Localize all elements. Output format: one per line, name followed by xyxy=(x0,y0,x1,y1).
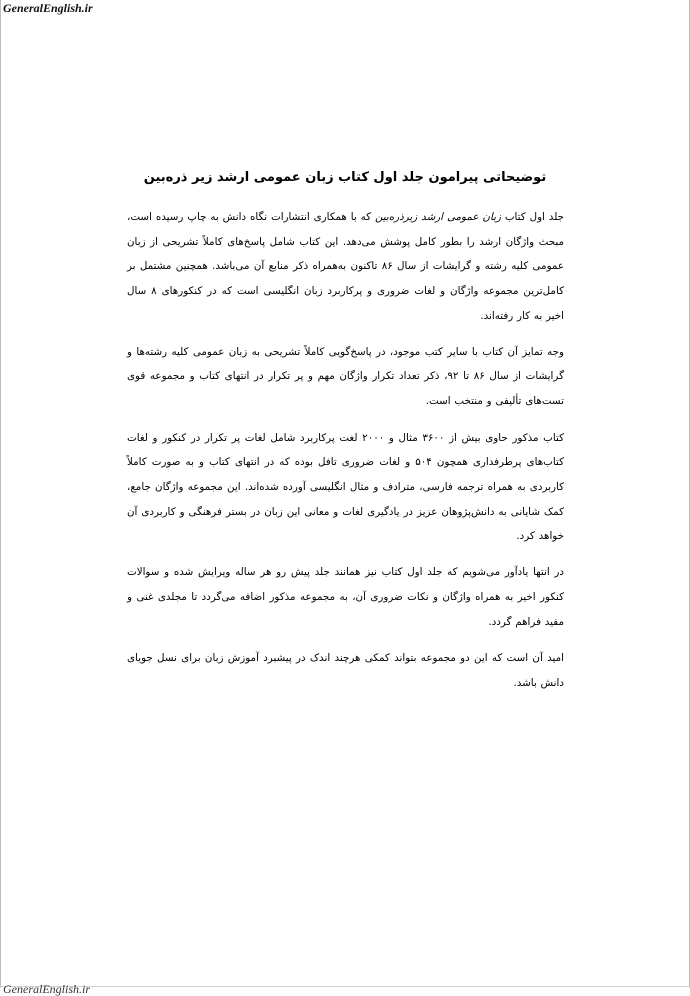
document-title: توضیحاتی پیرامون جلد اول کتاب زبان عمومی ارشد زیر ذره‌بین xyxy=(143,170,547,185)
book-title-italic: زبان عمومی ارشد زیرذره‌بین xyxy=(374,211,501,223)
bottom-rule xyxy=(0,986,690,987)
document-body xyxy=(127,205,564,707)
paragraph-2: وجه تمایز آن کتاب با سایر کتب موجود، در پاسخ‌گویی کاملاً تشریحی به زبان عمومی کلیه رشته‌ها و گرایشات از سال ۸۶ تا ۹۲، ذکر تعداد تکرار واژگان مهم و پر تکرار در انتهای کتاب و مجموعه قوی تست‌های تألیفی و منتخب است. xyxy=(127,345,564,407)
watermark-top: GeneralEnglish.ir xyxy=(3,1,93,15)
paragraph-5: امید آن است که این دو مجموعه بتواند کمکی هرچند اندک در پیشبرد آموزش زبان برای نسل جویای دانش باشد. xyxy=(127,652,564,689)
watermark-bottom: GeneralEnglish.ir xyxy=(3,982,90,996)
paragraph-3: کتاب مذکور حاوی بیش از ۳۶۰۰ مثال و ۲۰۰۰ لغت پرکاربرد شامل لغات پر تکرار در کنکور و لغات کتاب‌های پرطرفداری همچون ۵۰۴ و لغات ضروری تافل بوده که در انتهای کتاب و به صورت کاملاً کاربردی به همراه ترجمه فارسی، مترادف و مثال انگلیسی آورده شده‌اند. این مجموعه واژگان جامع، کمک شایانی به دانش‌پژوهان عزیز در یادگیری لغات و معانی این زبان در بستر فرهنگی و کاربردی آن خواهد کرد. xyxy=(127,431,564,543)
paragraph-1-start: جلد اول کتاب xyxy=(500,211,564,223)
paragraph-1-rest: که با همکاری انتشارات نگاه دانش به چاپ رسیده است، مبحث واژگان ارشد را بطور کامل پوشش می‌دهد. این کتاب شامل پاسخ‌های کاملاً تشریحی از زبان عمومی کلیه رشته و گرایشات از سال ۸۶ تاکنون به‌همراه ذکر منابع آن می‌باشد. همچنین مشتمل بر کامل‌ترین مجموعه واژگان و لغات ضروری و پرکاربرد زبان انگلیسی است که در کنکورهای ۸ سال اخیر به کار رفته‌اند. xyxy=(127,211,564,322)
paragraph-1 xyxy=(127,205,564,329)
paragraph-4: در انتها یادآور می‌شویم که جلد اول کتاب نیز همانند جلد پیش رو هر ساله ویرایش شده و سوالات کنکور اخیر به همراه واژگان و نکات ضروری آن، به مجموعه مذکور اضافه می‌گردد تا مجلدی غنی و مفید فراهم گردد. xyxy=(127,566,564,628)
